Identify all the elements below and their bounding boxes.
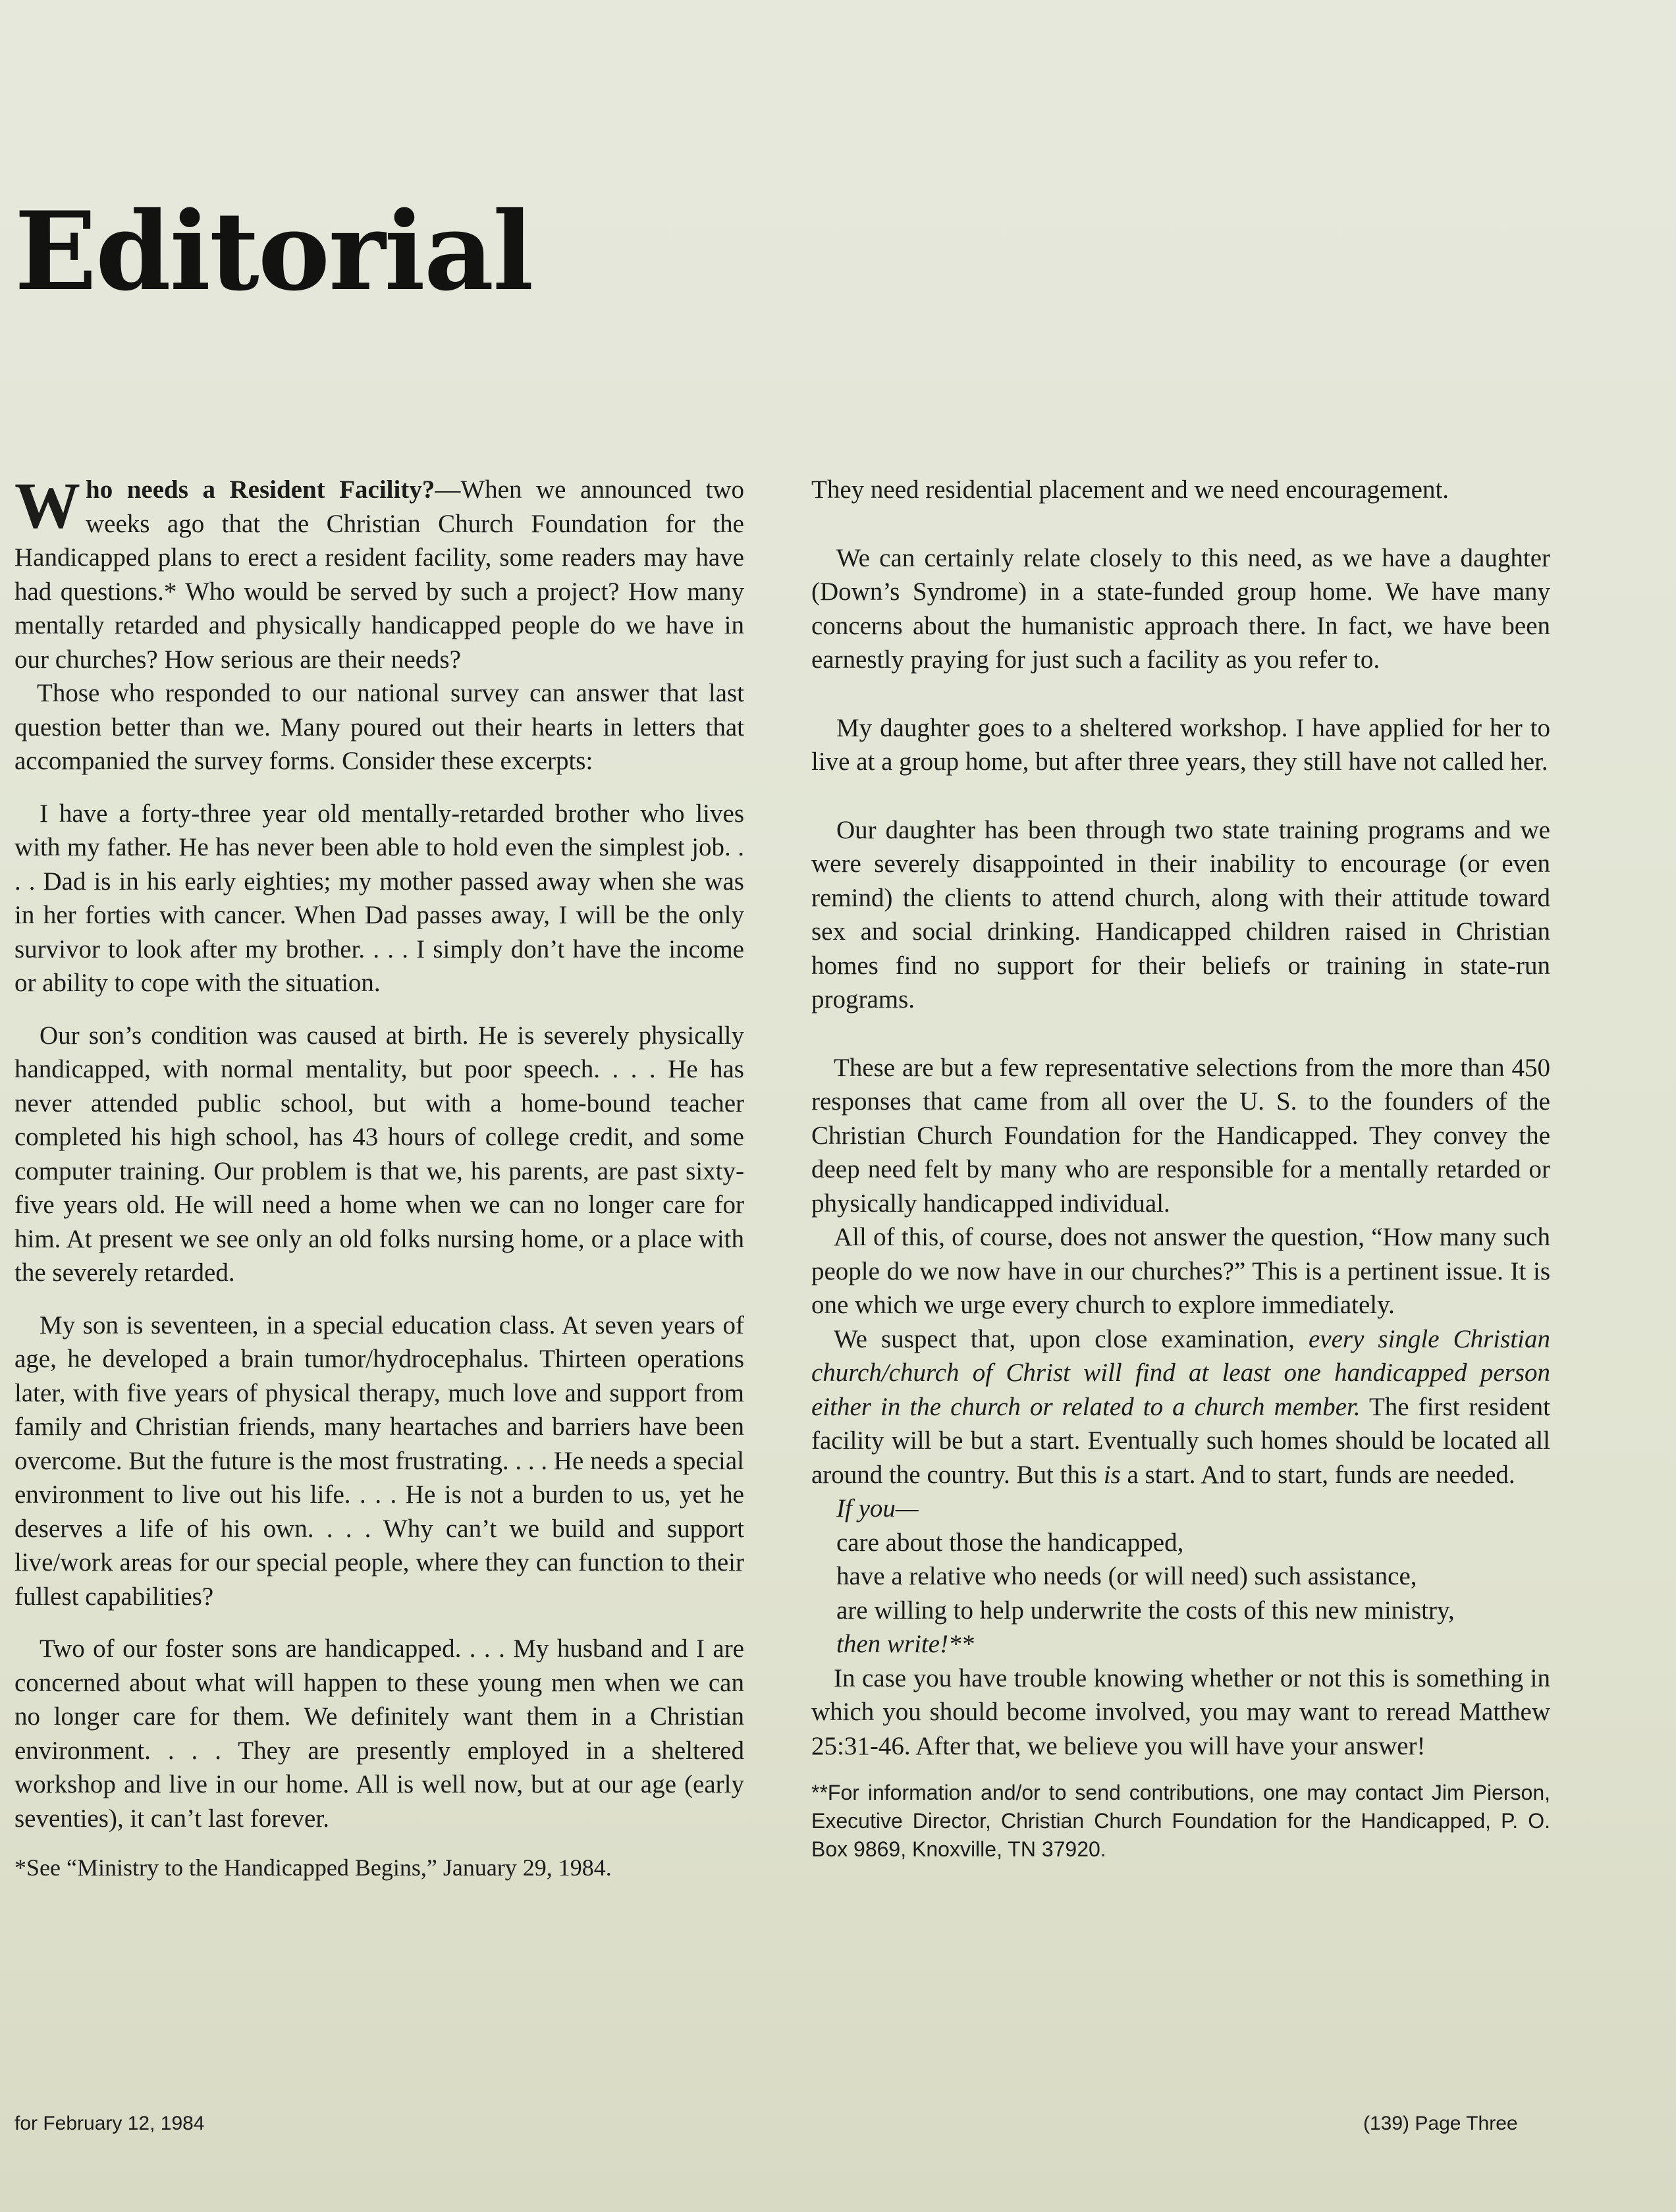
letter-excerpt: Two of our foster sons are handicapped. . . . My husband and I are concerned about what will happen to these young men when we can no longer care for them. We definitely want them in a Christian environment. . . . They are presently employed in a sheltered workshop and live in our home. All is well now, but at our age (early seventies), it can’t last forever. (14, 1634, 744, 1833)
letter-excerpt: Our son’s condition was caused at birth. He is severely physically handicapped, with normal mentality, but poor speech. . . . He has never attended public school, but with a home-bound teacher completed his high school, has 43 hours of college credit, and some computer training. Our problem is that we, his parents, are past sixty-five years old. He will need a home when we can no longer care for him. At present we see only an old folks nursing home, or a place with the severely retarded. (14, 1021, 744, 1287)
body-paragraph: In case you have trouble knowing whether or not this is something in which you should become involved, you may want to reread Matthew 25:31-46. After that, we believe you will have your answer! (811, 1663, 1550, 1760)
footer-date: for February 12, 1984 (14, 2113, 205, 2134)
appeal-item: are willing to help underwrite the costs of this new ministry, (836, 1596, 1455, 1625)
body-paragraph: Those who responded to our national survey can answer that last question better than we. Many poured out their hearts in letters that accompanied the survey forms. Consider these excerpts: (14, 679, 744, 775)
appeal-heading (811, 1492, 1550, 1526)
appeal-close (811, 1627, 1550, 1661)
lead-heading: ho needs a Resident Facility? (86, 475, 435, 504)
lead-text: —When we announced two weeks ago that the Christian Church Foundation for the Handicapped plans to erect a resident facility, some readers may have had questions.* Who would be served by such a project? How many mentally retarded and physically handicapped people do we have in our churches? How serious are their needs? (14, 475, 744, 674)
text-run: The first resident facility will be but a start. Eventually such homes should be located all around the country. But this (811, 1392, 1550, 1489)
left-column (14, 469, 744, 1883)
body-paragraph: All of this, of course, does not answer the question, “How many such people do we now have in our churches?” This is a pertinent issue. It is one which we urge every church to explore immediately. (811, 1223, 1550, 1319)
letter-excerpt-continued: They need residential placement and we need encouragement. (811, 475, 1449, 504)
right-column (811, 473, 1550, 1864)
lead-paragraph (14, 469, 744, 676)
letter-excerpt: Our daughter has been through two state training programs and we were severely disappointed in their inability to encourage (or even remind) the clients to attend church, along with their attitude toward sex and social drinking. Handicapped children raised in Christian homes find no support for their beliefs or training in state-run programs. (811, 815, 1550, 1013)
page-title: Editorial (14, 188, 533, 315)
letter-excerpt: I have a forty-three year old mentally-retarded brother who lives with my father. He has never been able to hold even the simplest job. . . . Dad is in his early eighties; my mother passed away when she was in her forties with cancer. When Dad passes away, I will be the only survivor to look after my brother. . . . I simply don’t have the income or ability to cope with the situation. (14, 799, 744, 997)
appeal-item: have a relative who needs (or will need) such assistance, (836, 1562, 1417, 1590)
drop-cap: W (14, 469, 80, 542)
text-run: We suspect that, upon close examination, (834, 1324, 1309, 1353)
emphasis-text: If you— (836, 1494, 919, 1523)
footer-page-number: (139) Page Three (1363, 2113, 1518, 2134)
body-paragraph (811, 1322, 1550, 1492)
emphasis-text: then write!** (836, 1630, 975, 1658)
emphasis-text: is (1103, 1460, 1121, 1489)
appeal-item: care about those the handicapped, (836, 1528, 1184, 1557)
emphasis-text: every single Christian church/church of Christ will find at least one handicapped person either in the church or related to a church member. (811, 1324, 1550, 1421)
footnote: *See “Ministry to the Handicapped Begins,” January 29, 1984. (14, 1854, 612, 1881)
letter-excerpt: My daughter goes to a sheltered workshop. I have applied for her to live at a group home, but after three years, they still have not called her. (811, 713, 1550, 776)
footnote: **For information and/or to send contributions, one may contact Jim Pierson, Executive Director, Christian Church Foundation for the Handicapped, P. O. Box 9869, Knoxville, TN 37920. (811, 1781, 1550, 1861)
text-run: a start. And to start, funds are needed. (1120, 1460, 1515, 1489)
letter-excerpt: My son is seventeen, in a special education class. At seven years of age, he developed a brain tumor/hydrocephalus. Thirteen operations later, with five years of physical therapy, much love and support from family and Christian friends, many heartaches and barriers have been overcome. But the future is the most frustrating. . . . He needs a special environment to live out his life. . . . He is not a burden to us, yet he deserves a life of his own. . . . Why can’t we build and support live/work areas for our special people, where they can function to their fullest capabilities? (14, 1310, 744, 1611)
body-paragraph: These are but a few representative selections from the more than 450 responses that came from all over the U. S. to the founders of the Christian Church Foundation for the Handicapped. They convey the deep need felt by many who are responsible for a mentally retarded or physically handicapped individual. (811, 1053, 1550, 1218)
letter-excerpt: We can certainly relate closely to this need, as we have a daughter (Down’s Syndrome) in a state-funded group home. We have many concerns about the humanistic approach there. In fact, we have been earnestly praying for just such a facility as you refer to. (811, 543, 1550, 674)
